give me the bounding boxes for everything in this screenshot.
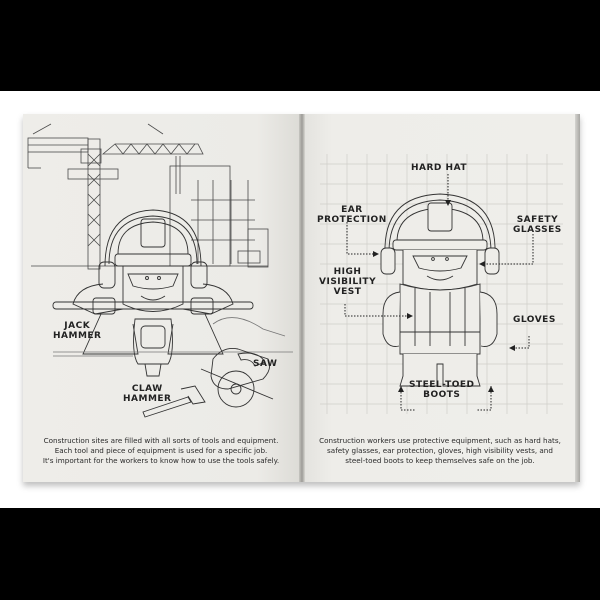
dirt-mound [213,318,285,336]
label-claw-hammer: CLAW HAMMER [123,384,172,404]
circular-saw-icon [201,348,273,407]
label-ear-protection: EAR PROTECTION [317,205,387,225]
worker-figure-icon [381,194,499,386]
right-page-caption: Construction workers use protective equipment, such as hard hats, safety glasses, ear protection, gloves, high visibility vests, and steel-toed boots to keep themselves safe on the job. [319,436,561,465]
left-page-caption: Construction sites are filled with all sorts of tools and equipment. Each tool and piece of equipment is used for a specific job. It's important for the workers to know how to use the tools safely. [42,436,280,465]
label-saw: SAW [253,359,278,369]
crane-icon [28,124,203,269]
label-steel-toed-boots: STEEL-TOED BOOTS [409,380,475,400]
label-hard-hat: HARD HAT [411,163,467,173]
letterbox-bottom [0,508,600,600]
right-page [305,114,575,482]
page-stack-edge [575,114,580,482]
letterbox-top [0,0,600,91]
label-high-visibility-vest: HIGH VISIBILITY VEST [319,267,377,297]
left-page [23,114,299,482]
label-gloves: GLOVES [513,315,556,325]
label-jack-hammer: JACK HAMMER [53,321,102,341]
coloring-book-spread [23,114,580,482]
worker-jackhammer-icon [53,210,253,376]
label-safety-glasses: SAFETY GLASSES [513,215,562,235]
